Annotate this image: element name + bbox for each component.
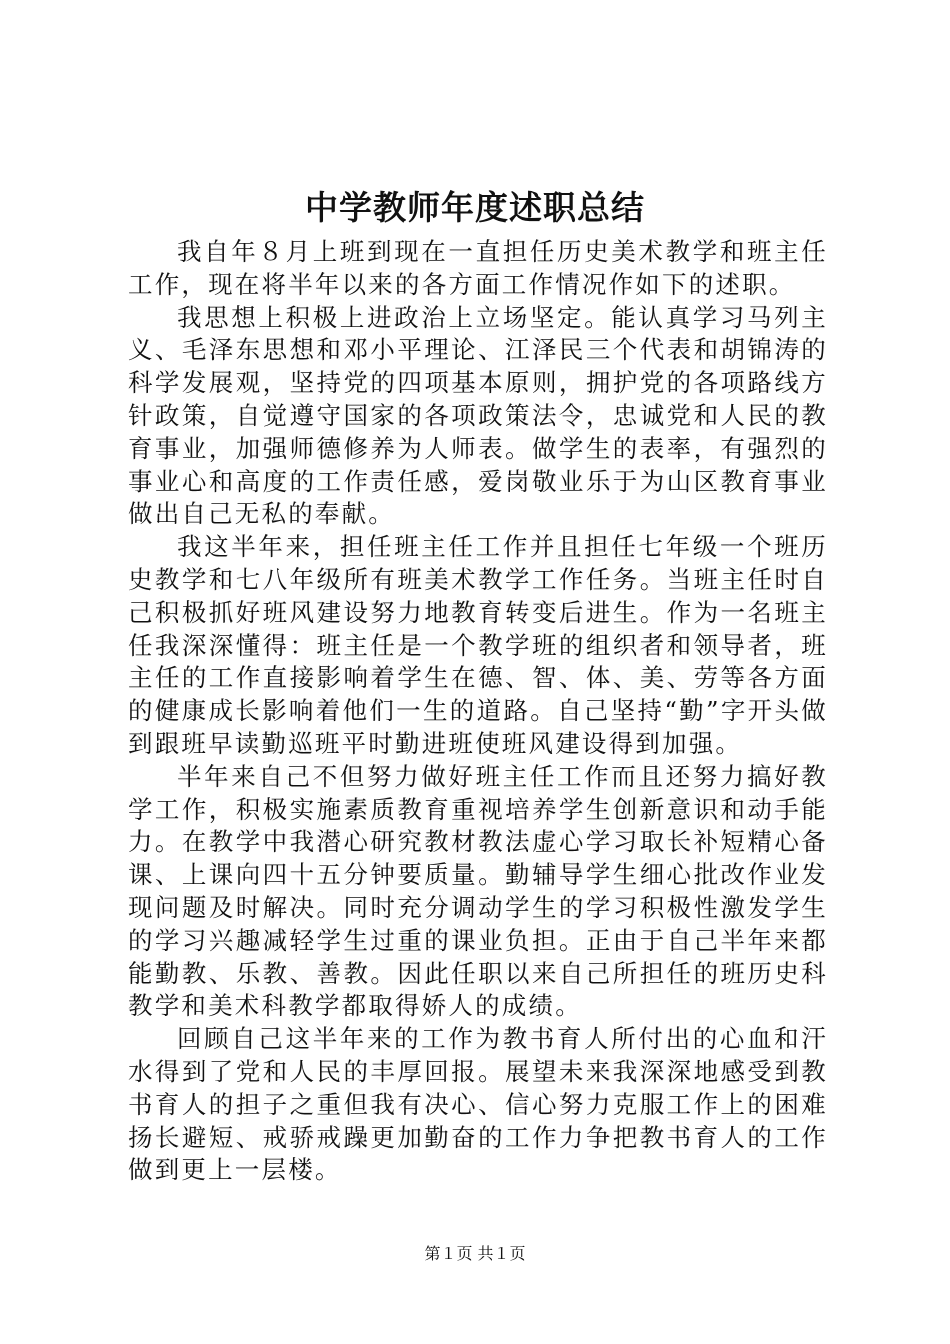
paragraph-4: 半年来自己不但努力做好班主任工作而且还努力搞好教学工作，积极实施素质教育重视培养学生创新意识和动手能力。在教学中我潜心研究教材教法虚心学习取长补短精心备课、上课向四十五分钟要质量。勤辅导学生细心批改作业发现问题及时解决。同时充分调动学生的学习积极性激发学生的学习兴趣减轻学生过重的课业负担。正由于自己半年来都能勤教、乐教、善教。因此任职以来自己所担任的班历史科教学和美术科教学都取得娇人的成绩。 xyxy=(128,761,828,1021)
paragraph-1: 我自年８月上班到现在一直担任历史美术教学和班主任工作，现在将半年以来的各方面工作情况作如下的述职。 xyxy=(128,237,828,299)
page-number-footer: 第１页 共１页 xyxy=(424,1244,526,1263)
document-body xyxy=(128,236,828,1187)
document-title: 中学教师年度述职总结 xyxy=(305,188,645,227)
paragraph-2: 我思想上积极上进政治上立场坚定。能认真学习马列主义、毛泽东思想和邓小平理论、江泽民三个代表和胡锦涛的科学发展观，坚持党的四项基本原则，拥护党的各项路线方针政策，自觉遵守国家的各项政策法令，忠诚党和人民的教育事业，加强师德修养为人师表。做学生的表率，有强烈的事业心和高度的工作责任感，爱岗敬业乐于为山区教育事业做出自己无私的奉献。 xyxy=(128,302,828,529)
paragraph-5: 回顾自己这半年来的工作为教书育人所付出的心血和汗水得到了党和人民的丰厚回报。展望未来我深深地感受到教书育人的担子之重但我有决心、信心努力克服工作上的困难扬长避短、戒骄戒躁更加勤奋的工作力争把教书育人的工作做到更上一层楼。 xyxy=(128,1024,828,1185)
paragraph-3: 我这半年来，担任班主任工作并且担任七年级一个班历史教学和七八年级所有班美术教学工作任务。当班主任时自己积极抓好班风建设努力地教育转变后进生。作为一名班主任我深深懂得：班主任是一个教学班的组织者和领导者，班主任的工作直接影响着学生在德、智、体、美、劳等各方面的健康成长影响着他们一生的道路。自己坚持“勤”字开头做到跟班早读勤巡班平时勤进班使班风建设得到加强。 xyxy=(128,532,828,758)
